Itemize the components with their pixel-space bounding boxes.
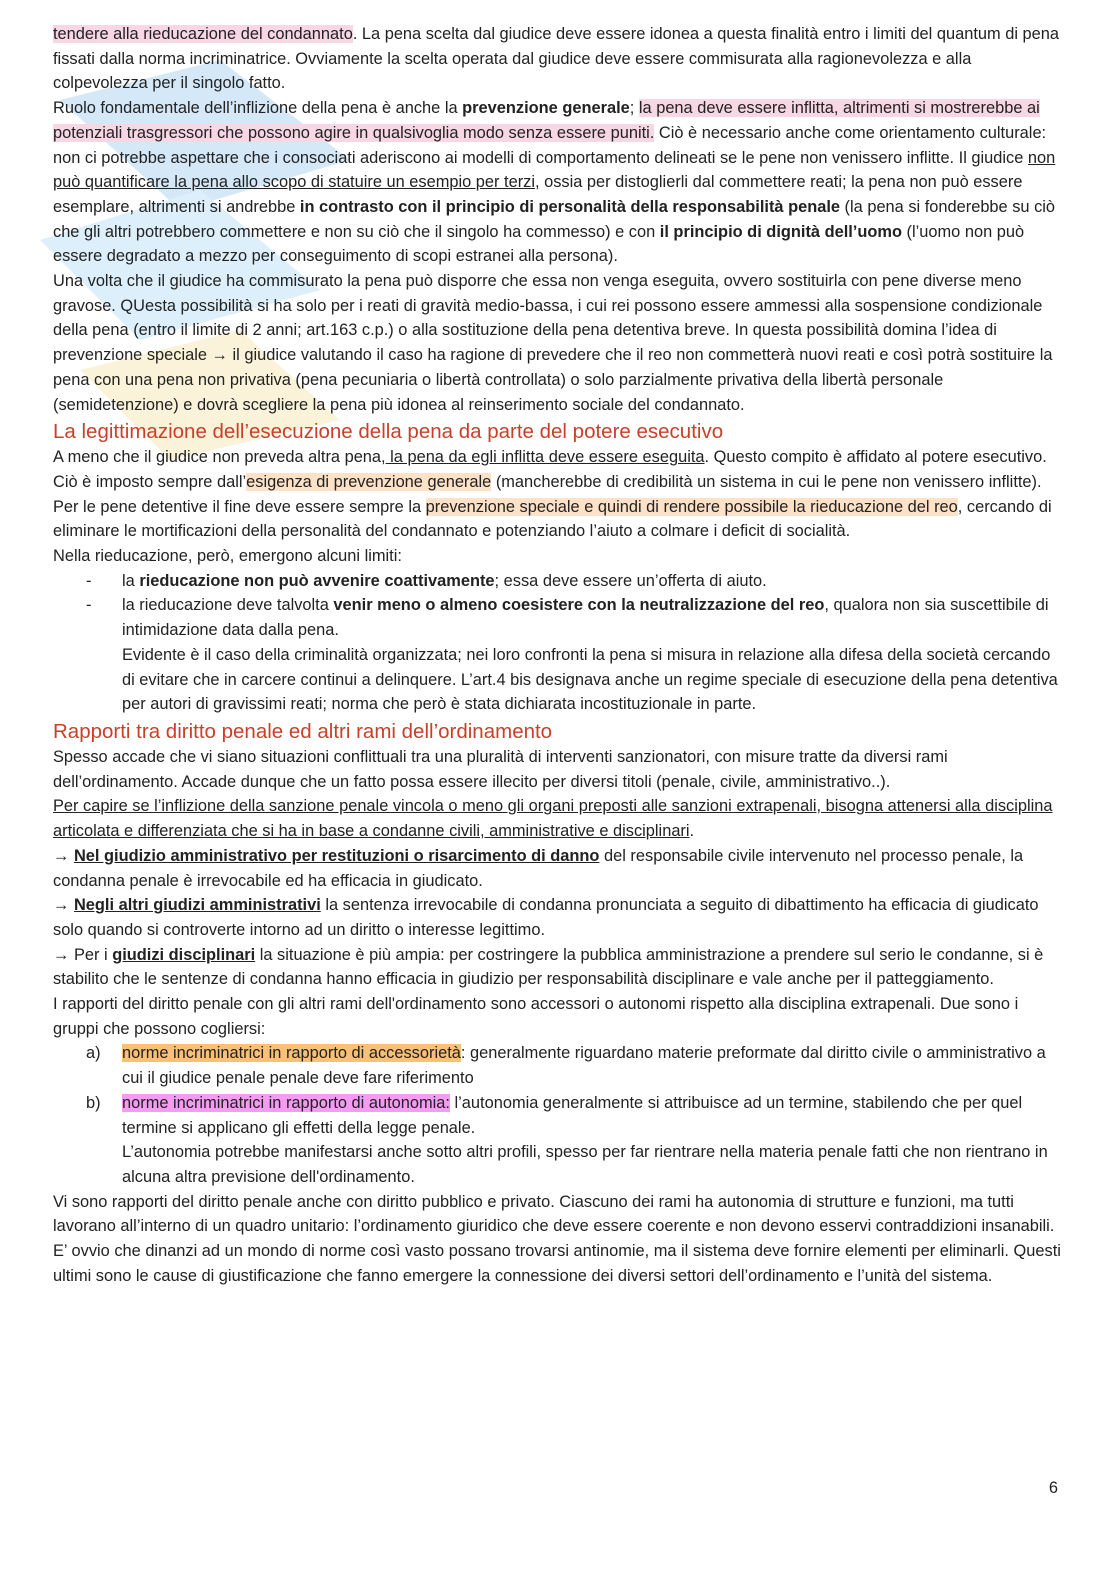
- highlight-pena-inflitta: la pena deve essere inflitta, altrimenti si mostrerebbe ai potenziali trasgressori che possono agire in qualsivoglia modo senza essere puniti.: [53, 99, 1040, 142]
- paragraph-sanzione-penale: Per capire se l’inflizione della sanzione penale vincola o meno gli organi preposti alle sanzioni extrapenali, bisogna attenersi alla disciplina articolata e differenziata che si ha in base a condanne civili, amministrative e disciplinari.: [53, 797, 1053, 841]
- heading-legittimazione: La legittimazione dell’esecuzione della pena da parte del potere esecutivo: [53, 420, 724, 444]
- paragraph-giudizio-amministrativo: → Nel giudizio amministrativo per restituzioni o risarcimento di danno del responsabile civile intervenuto nel processo penale, la condanna penale è irrevocabile ed ha efficacia in giudicato.: [53, 846, 1024, 890]
- highlight-prevenzione-speciale: prevenzione speciale e quindi di rendere possibile la rieducazione del reo: [425, 497, 958, 516]
- list-item-continuation: Evidente è il caso della criminalità organizzata; nei loro confronti la pena si misura in relazione alla difesa della società cercando di evitare che in carcere continui a delinquere. L’art.4 bis designava anche un regime speciale di esecuzione della pena detentiva per autori di gravissimi reati; norma che però è stata dichiarata incostituzionale in parte.: [122, 645, 1058, 714]
- paragraph-altri-giudizi: → Negli altri giudizi amministrativi la sentenza irrevocabile di condanna pronunciata a seguito di dibattimento ha efficacia di giudicato solo quando si controverte intorno ad un diritto o interesse legittimo.: [53, 896, 1039, 939]
- list-item: b) norme incriminatrici in rapporto di autonomia: l’autonomia generalmente si attribuisce ad un termine, stabilendo che per quel termine si applicano gli effetti della legge penale.: [86, 1093, 1023, 1137]
- page-number: 6: [1048, 1479, 1058, 1497]
- paragraph-sospensione: Una volta che il giudice ha commisurato la pena può disporre che essa non venga eseguita, ovvero sostituirla con pene diverse meno gravose. QUesta possibilità si ha solo per i reati di gravità medio-bassa, i cui rei possono essere ammessi alla sospensione condizionale della pena (entro il limite di 2 anni; art.163 c.p.) o alla sostituzione della pena detentiva breve. In questa possibilità domina l’idea di prevenzione speciale → il giudice valutando il caso ha ragione di prevedere che il reo non commetterà nuovi reati e così potrà sostituire la pena con una pena non privativa (pena pecuniaria o libertà controllata) o solo parzialmente privativa della libertà personale (semidetenzione) e dovrà scegliere la pena più idonea al reinserimento sociale del condannato.: [53, 272, 1053, 414]
- list-item-continuation: L’autonomia potrebbe manifestarsi anche sotto altri profili, spesso per far rientrare nella materia penale fatti che non rientrano in alcuna altra previsione dell'ordinamento.: [122, 1143, 1048, 1186]
- highlight-accessorieta: norme incriminatrici in rapporto di accessorietà: [122, 1044, 461, 1063]
- paragraph-esecuzione: A meno che il giudice non preveda altra pena, la pena da egli inflitta deve essere eseguita. Questo compito è affidato al potere esecutivo. Ciò è imposto sempre dall’esigenza di prevenzione generale (mancherebbe di credibilità un sistema in cui le pene non venissero inflitte). Per le pene detentive il fine deve essere sempre la prevenzione speciale e quindi di rendere possibile la rieducazione del reo, cercando di eliminare le mortificazioni della personalità del condannato e potenziando l’aiuto a colmare i deficit di socialità.: [53, 448, 1052, 541]
- highlight-rieducazione: tendere alla rieducazione del condannato: [53, 25, 353, 43]
- list-item: - la rieducazione non può avvenire coattivamente; essa deve essere un’offerta di aiuto.: [86, 571, 767, 590]
- paragraph-prevenzione-generale: Ruolo fondamentale dell’inflizione della pena è anche la prevenzione generale; la pena deve essere inflitta, altrimenti si mostrerebbe ai potenziali trasgressori che possono agire in qualsivoglia modo senza essere puniti. Ciò è necessario anche come orientamento culturale: non ci potrebbe aspettare che i consociati aderiscono ai modelli di comportamento delineati se le pene non venissero inflitte. Il giudice non può quantificare la pena allo scopo di statuire un esempio per terzi, ossia per distoglierli dal commettere reati; la pena non può essere esemplare, altrimenti si andrebbe in contrasto con il principio di personalità della responsabilità penale (la pena si fonderebbe su ciò che gli altri potrebbero commettere e non su ciò che il singolo ha commesso) e con il principio di dignità dell’uomo (l’uomo non può essere degradato a mezzo per conseguimento di scopi estranei alla persona).: [53, 99, 1056, 266]
- list-item: a) norme incriminatrici in rapporto di accessorietà: generalmente riguardano materie preformate dal diritto civile o amministrativo a cui il giudice penale penale deve fare riferimento: [86, 1044, 1046, 1088]
- bold-prevenzione-generale: prevenzione generale: [462, 99, 630, 118]
- highlight-autonomia: norme incriminatrici in rapporto di autonomia:: [122, 1093, 450, 1112]
- paragraph-limiti: Nella rieducazione, però, emergono alcuni limiti:: [53, 547, 402, 566]
- paragraph-gruppi: I rapporti del diritto penale con gli altri rami dell'ordinamento sono accessori o autonomi rispetto alla disciplina extrapenali. Due sono i gruppi che possono cogliersi:: [53, 995, 1019, 1038]
- paragraph-giudizi-disciplinari: → Per i giudizi disciplinari la situazione è più ampia: per costringere la pubblica amministrazione a prendere sul serio le condanne, si è stabilito che le sentenze di condanna hanno efficacia in giudizio per responsabilità disciplinare e vale anche per il patteggiamento.: [53, 945, 1044, 989]
- heading-rapporti: Rapporti tra diritto penale ed altri rami dell’ordinamento: [53, 719, 553, 743]
- list-item: - la rieducazione deve talvolta venir meno o almeno coesistere con la neutralizzazione del reo, qualora non sia suscettibile di intimidazione data dalla pena.: [86, 596, 1049, 640]
- document-page: [53, 22, 1065, 1288]
- highlight-esigenza: esigenza di prevenzione generale: [246, 472, 492, 491]
- paragraph-rieducazione: tendere alla rieducazione del condannato. La pena scelta dal giudice deve essere idonea a questa finalità entro i limiti del quantum di pena fissati dalla norma incriminatrice. Ovviamente la scelta operata dal giudice deve essere commisurata alla ragionevolezza e alla colpevolezza per il singolo fatto.: [53, 25, 1059, 93]
- paragraph-diritto-pubblico-privato: Vi sono rapporti del diritto penale anche con diritto pubblico e privato. Ciascuno dei rami ha autonomia di strutture e funzioni, ma tutti lavorano all’interno di un quadro unitario: l’ordinamento giuridico che deve essere coerente e non devono esservi contraddizioni insanabili. E’ ovvio che dinanzi ad un mondo di norme così vasto possano trovarsi antinomie, ma il sistema deve fornire elementi per eliminarli. Questi ultimi sono le cause di giustificazione che fanno emergere la connessione dei diversi settori dell’ordinamento e l’unità del sistema.: [53, 1192, 1061, 1285]
- paragraph-conflitti: Spesso accade che vi siano situazioni conflittuali tra una pluralità di interventi sanzionatori, con misure tratte da diversi rami dell’ordinamento. Accade dunque che un fatto possa essere illecito per diversi titoli (penale, civile, amministrativo..).: [53, 747, 948, 791]
- underline-esempio-terzi: non può quantificare la pena allo scopo di statuire un esempio per terzi,: [53, 148, 1056, 192]
